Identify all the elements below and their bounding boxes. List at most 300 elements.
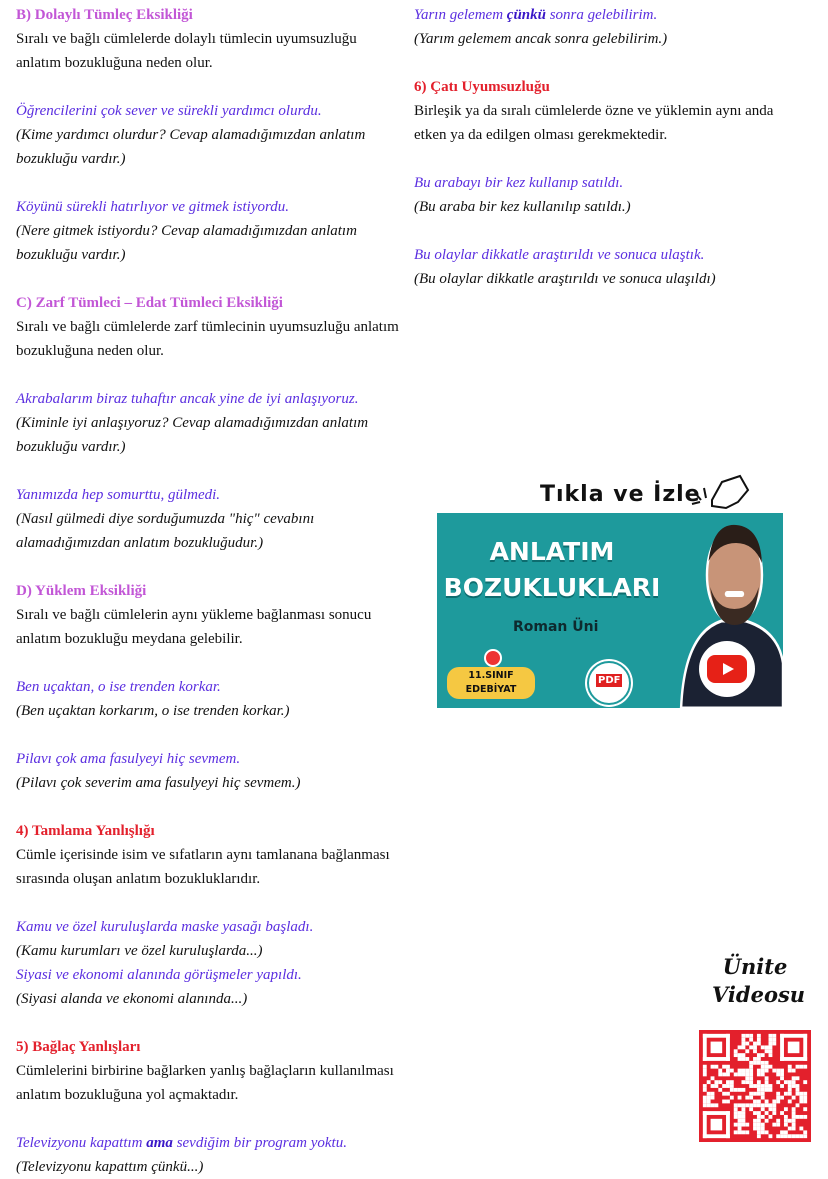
text-segment: alamadığımızdan anlatım bozukluğudur.)	[16, 535, 264, 551]
qr-module	[726, 1092, 730, 1096]
qr-module	[799, 1100, 803, 1104]
qr-module	[741, 1053, 745, 1057]
body-text	[16, 339, 416, 363]
qr-module	[711, 1076, 715, 1080]
qr-module	[780, 1084, 784, 1088]
qr-module	[803, 1065, 807, 1069]
qr-module	[753, 1049, 757, 1053]
qr-module	[745, 1072, 749, 1076]
text-segment: Kamu ve özel kuruluşlarda maske yasağı başladı.	[16, 919, 314, 935]
qr-module	[741, 1123, 745, 1127]
text-segment: Öğrencilerini çok sever ve sürekli yardımcı olurdu.	[16, 103, 322, 119]
text-segment: sırasında oluşan anlatım bozukluklarıdır.	[16, 871, 261, 887]
text-segment: Sıralı ve bağlı cümlelerin aynı yükleme bağlanması sonucu	[16, 607, 372, 623]
qr-module	[799, 1092, 803, 1096]
qr-module	[722, 1072, 726, 1076]
qr-module	[788, 1042, 800, 1054]
qr-module	[738, 1053, 742, 1057]
text-segment: Cümle içerisinde isim ve sıfatların aynı tamlanana bağlanması	[16, 847, 390, 863]
text-segment: (Kiminle iyi anlaşıyoruz? Cevap alamadığımızdan anlatım	[16, 415, 369, 431]
qr-module	[765, 1045, 769, 1049]
qr-module	[741, 1072, 745, 1076]
qr-module	[784, 1123, 788, 1127]
example-sentence	[414, 171, 814, 195]
qr-module	[722, 1084, 726, 1088]
qr-module	[749, 1076, 753, 1080]
text-segment: Bu olaylar dikkatle araştırıldı ve sonuca ulaştık.	[414, 247, 705, 263]
video-subtitle: Roman Üni	[513, 619, 599, 635]
qr-module	[765, 1103, 769, 1107]
qr-module	[757, 1084, 761, 1088]
qr-module	[714, 1080, 718, 1084]
qr-module	[745, 1042, 749, 1046]
qr-module	[745, 1123, 749, 1127]
qr-module	[703, 1072, 707, 1076]
qr-module	[776, 1100, 780, 1104]
qr-module	[741, 1057, 745, 1061]
qr-module	[780, 1076, 784, 1080]
qr-module	[765, 1049, 769, 1053]
youtube-play-button[interactable]	[699, 641, 755, 697]
qr-module	[765, 1065, 769, 1069]
example-sentence	[16, 915, 416, 939]
spacer	[16, 1107, 416, 1131]
spacer	[414, 219, 814, 243]
example-sentence	[16, 747, 416, 771]
example-sentence	[16, 387, 416, 411]
text-segment: Yanımızda hep somurttu, gülmedi.	[16, 487, 221, 503]
section-heading	[16, 819, 416, 843]
section-heading	[16, 1035, 416, 1059]
correction-text	[16, 243, 416, 267]
qr-module	[718, 1072, 722, 1076]
qr-module	[722, 1092, 726, 1096]
text-segment: (Ben uçaktan korkarım, o ise trenden korkar.)	[16, 703, 290, 719]
qr-module	[761, 1069, 765, 1073]
qr-module	[745, 1076, 749, 1080]
qr-module	[749, 1038, 753, 1042]
text-segment: Yarın gelemem	[414, 7, 507, 23]
qr-module	[796, 1065, 800, 1069]
qr-module	[765, 1076, 769, 1080]
unit-label-line1: Ünite	[722, 954, 788, 979]
badge-line2: EDEBİYAT	[465, 684, 517, 695]
qr-module	[772, 1069, 776, 1073]
qr-module	[749, 1065, 753, 1069]
qr-module	[776, 1080, 780, 1084]
text-segment: Sıralı ve bağlı cümlelerde dolaylı tümlecin uyumsuzluğu	[16, 31, 357, 47]
qr-module	[803, 1092, 807, 1096]
example-sentence	[414, 243, 814, 267]
qr-module	[757, 1134, 761, 1138]
spacer	[16, 891, 416, 915]
qr-module	[761, 1130, 765, 1134]
text-segment: Köyünü sürekli hatırlıyor ve gitmek istiyordu.	[16, 199, 290, 215]
text-segment: anlatım bozukluğuna yol açmaktadır.	[16, 1087, 239, 1103]
qr-module	[761, 1096, 765, 1100]
qr-module	[776, 1123, 780, 1127]
qr-module	[707, 1092, 711, 1096]
qr-module	[784, 1080, 788, 1084]
qr-module	[749, 1061, 753, 1065]
text-segment: Ben uçaktan, o ise trenden korkar.	[16, 679, 221, 695]
qr-module	[757, 1119, 761, 1123]
qr-module	[707, 1096, 711, 1100]
spacer	[414, 51, 814, 75]
qr-module	[757, 1038, 761, 1042]
text-segment: (Bu araba bir kez kullanılıp satıldı.)	[414, 199, 631, 215]
brand-logo-icon	[484, 649, 502, 667]
pdf-label: PDF	[598, 675, 621, 686]
qr-module	[711, 1096, 715, 1100]
qr-module	[722, 1065, 726, 1069]
qr-module	[711, 1103, 715, 1107]
qr-module	[707, 1100, 711, 1104]
qr-module	[726, 1100, 730, 1104]
qr-module	[730, 1069, 734, 1073]
qr-module	[757, 1053, 761, 1057]
correction-text	[16, 939, 416, 963]
spacer	[414, 147, 814, 171]
qr-module	[745, 1103, 749, 1107]
qr-module	[799, 1065, 803, 1069]
qr-module	[718, 1069, 722, 1073]
qr-module	[726, 1072, 730, 1076]
qr-module	[761, 1061, 765, 1065]
qr-module	[730, 1084, 734, 1088]
qr-module	[780, 1069, 784, 1073]
qr-module	[741, 1080, 745, 1084]
unit-video-label	[712, 953, 806, 1009]
example-sentence	[16, 483, 416, 507]
body-text	[16, 843, 416, 867]
qr-module	[776, 1119, 780, 1123]
qr-module	[745, 1069, 749, 1073]
qr-module	[734, 1115, 738, 1119]
qr-module	[738, 1130, 742, 1134]
qr-module	[784, 1107, 788, 1111]
qr-module	[753, 1045, 757, 1049]
qr-module	[738, 1096, 742, 1100]
qr-module	[741, 1069, 745, 1073]
qr-module	[792, 1069, 796, 1073]
qr-module	[803, 1107, 807, 1111]
qr-module	[788, 1080, 792, 1084]
qr-module	[769, 1045, 773, 1049]
qr-module	[718, 1088, 722, 1092]
spacer	[16, 75, 416, 99]
unit-label-line2: Videosu	[712, 982, 806, 1007]
qr-module	[765, 1061, 769, 1065]
qr-module	[769, 1107, 773, 1111]
qr-module	[788, 1119, 792, 1123]
qr-module	[769, 1103, 773, 1107]
text-segment: (Nasıl gülmedi diye sorduğumuzda "hiç" cevabını	[16, 511, 315, 527]
qr-module	[761, 1088, 765, 1092]
qr-module	[772, 1103, 776, 1107]
text-segment: C) Zarf Tümleci – Edat Tümleci Eksikliği	[16, 295, 283, 311]
qr-module	[741, 1115, 745, 1119]
qr-module	[741, 1107, 745, 1111]
qr-module	[738, 1103, 742, 1107]
qr-module	[757, 1072, 761, 1076]
qr-module	[765, 1080, 769, 1084]
qr-module	[703, 1134, 730, 1138]
qr-module	[738, 1088, 742, 1092]
qr-module	[784, 1115, 788, 1119]
correction-text	[16, 987, 416, 1011]
qr-module	[780, 1072, 784, 1076]
correction-text	[16, 771, 416, 795]
text-segment: sevdiğim bir program yoktu.	[172, 1135, 347, 1151]
qr-module	[796, 1092, 800, 1096]
body-text	[16, 51, 416, 75]
text-segment: sonra gelebilirim.	[545, 7, 658, 23]
qr-module	[703, 1057, 730, 1061]
qr-module	[765, 1100, 769, 1104]
qr-module	[757, 1123, 761, 1127]
text-segment: 5) Bağlaç Yanlışları	[16, 1039, 141, 1055]
qr-module	[741, 1103, 745, 1107]
video-thumbnail[interactable]	[437, 513, 783, 708]
qr-module	[753, 1084, 757, 1088]
qr-module	[761, 1115, 765, 1119]
qr-module	[734, 1130, 738, 1134]
text-segment: (Pilavı çok severim ama fasulyeyi hiç sevmem.)	[16, 775, 301, 791]
qr-module	[714, 1103, 718, 1107]
qr-module	[799, 1096, 803, 1100]
correction-text	[16, 531, 416, 555]
qr-module	[780, 1096, 784, 1100]
qr-module	[703, 1084, 707, 1088]
qr-module	[765, 1130, 769, 1134]
spacer	[16, 363, 416, 387]
qr-module	[765, 1111, 769, 1115]
qr-module	[780, 1057, 807, 1061]
qr-module	[738, 1045, 742, 1049]
qr-module	[761, 1103, 765, 1107]
correction-text	[414, 267, 814, 291]
qr-module	[749, 1084, 753, 1088]
qr-module	[784, 1119, 788, 1123]
text-segment: (Siyasi alanda ve ekonomi alanında...)	[16, 991, 248, 1007]
qr-module	[738, 1127, 742, 1131]
qr-module	[753, 1123, 757, 1127]
qr-module	[788, 1127, 792, 1131]
qr-module	[803, 1100, 807, 1104]
text-segment: 6) Çatı Uyumsuzluğu	[414, 79, 550, 95]
qr-module	[745, 1049, 749, 1053]
spacer	[16, 1011, 416, 1035]
qr-module	[749, 1092, 753, 1096]
qr-module	[741, 1130, 745, 1134]
qr-module	[734, 1072, 738, 1076]
qr-module	[776, 1069, 780, 1073]
qr-module	[780, 1111, 784, 1115]
spacer	[16, 171, 416, 195]
qr-module	[769, 1038, 773, 1042]
qr-module	[703, 1065, 707, 1069]
correction-text	[16, 411, 416, 435]
qr-module	[711, 1065, 715, 1069]
qr-module	[776, 1072, 780, 1076]
qr-module	[753, 1042, 757, 1046]
qr-module	[738, 1057, 742, 1061]
text-segment: B) Dolaylı Tümleç Eksikliği	[16, 7, 193, 23]
correction-text	[414, 27, 814, 51]
qr-module	[753, 1103, 757, 1107]
qr-module	[741, 1111, 745, 1115]
qr-module	[718, 1080, 722, 1084]
qr-module	[726, 1034, 730, 1061]
qr-module	[734, 1053, 738, 1057]
qr-module	[738, 1072, 742, 1076]
qr-module	[769, 1053, 773, 1057]
qr-module	[792, 1134, 796, 1138]
qr-module	[745, 1130, 749, 1134]
qr-module	[765, 1088, 769, 1092]
qr-module	[784, 1092, 788, 1096]
text-segment: bozukluğu vardır.)	[16, 439, 126, 455]
qr-module	[753, 1092, 757, 1096]
example-sentence	[16, 675, 416, 699]
text-segment: bozukluğu vardır.)	[16, 247, 126, 263]
qr-module	[749, 1107, 753, 1111]
qr-module	[803, 1034, 807, 1061]
qr-module	[772, 1123, 776, 1127]
qr-module	[788, 1065, 792, 1069]
text-segment: D) Yüklem Eksikliği	[16, 583, 147, 599]
qr-module	[757, 1100, 761, 1104]
qr-module	[738, 1111, 742, 1115]
qr-module	[714, 1065, 718, 1069]
example-sentence	[16, 1131, 416, 1155]
qr-module	[753, 1119, 757, 1123]
qr-module	[761, 1084, 765, 1088]
text-segment: (Bu olaylar dikkatle araştırıldı ve sonuca ulaşıldı)	[414, 271, 716, 287]
example-sentence	[16, 195, 416, 219]
qr-module	[757, 1115, 761, 1119]
text-segment: (Kime yardımcı olurdur? Cevap alamadığımızdan anlatım	[16, 127, 366, 143]
qr-code[interactable]	[699, 1030, 811, 1142]
spacer	[16, 723, 416, 747]
text-segment: (Nere gitmek istiyordu? Cevap alamadığımızdan anlatım	[16, 223, 357, 239]
qr-module	[745, 1096, 749, 1100]
qr-module	[711, 1092, 715, 1096]
qr-module	[765, 1084, 769, 1088]
qr-module	[757, 1092, 761, 1096]
qr-module	[761, 1065, 765, 1069]
qr-module	[761, 1107, 765, 1111]
qr-module	[714, 1084, 718, 1088]
qr-module	[772, 1034, 776, 1038]
section-heading	[16, 3, 416, 27]
qr-module	[792, 1123, 796, 1127]
text-segment: (Yarım gelemem ancak sonra gelebilirim.)	[414, 31, 668, 47]
youtube-play-icon	[707, 655, 747, 683]
qr-module	[749, 1096, 753, 1100]
qr-module	[734, 1049, 738, 1053]
qr-module	[788, 1134, 792, 1138]
correction-text	[16, 507, 416, 531]
qr-module	[796, 1115, 800, 1119]
qr-module	[796, 1084, 800, 1088]
qr-module	[711, 1042, 723, 1054]
qr-module	[792, 1127, 796, 1131]
qr-module	[734, 1123, 738, 1127]
qr-module	[776, 1134, 780, 1138]
qr-module	[730, 1088, 734, 1092]
qr-module	[734, 1107, 738, 1111]
text-segment: 4) Tamlama Yanlışlığı	[16, 823, 155, 839]
qr-module	[788, 1084, 792, 1088]
qr-module	[761, 1123, 765, 1127]
text-segment: Pilavı çok ama fasulyeyi hiç sevmem.	[16, 751, 241, 767]
qr-module	[788, 1100, 792, 1104]
qr-module	[765, 1119, 769, 1123]
qr-module	[799, 1127, 803, 1131]
text-segment: Birleşik ya da sıralı cümlelerde özne ve yüklemin aynı anda	[414, 103, 774, 119]
qr-module	[769, 1049, 773, 1053]
emphasized-word: çünkü	[506, 7, 546, 23]
qr-module	[707, 1103, 711, 1107]
text-segment: bozukluğuna neden olur.	[16, 343, 164, 359]
emphasized-word: ama	[146, 1135, 173, 1151]
qr-module	[769, 1065, 773, 1069]
qr-module	[726, 1111, 730, 1138]
text-segment: (Kamu kurumları ve özel kuruluşlarda...)	[16, 943, 263, 959]
qr-module	[741, 1042, 745, 1046]
text-segment: Bu arabayı bir kez kullanıp satıldı.	[414, 175, 624, 191]
correction-text	[16, 699, 416, 723]
qr-module	[772, 1042, 776, 1046]
body-text	[16, 27, 416, 51]
qr-module	[749, 1072, 753, 1076]
qr-module	[726, 1080, 730, 1084]
badge-line1: 11.SINIF	[468, 670, 514, 681]
video-title-line1: ANLATIM	[489, 537, 615, 566]
qr-module	[703, 1100, 707, 1104]
body-text	[16, 1059, 416, 1083]
qr-module	[803, 1134, 807, 1138]
qr-module	[803, 1080, 807, 1084]
section-heading	[414, 75, 814, 99]
qr-module	[703, 1034, 730, 1038]
qr-module	[753, 1127, 757, 1131]
qr-module	[792, 1096, 796, 1100]
text-segment: (Televizyonu kapattım çünkü...)	[16, 1159, 204, 1175]
qr-module	[734, 1111, 738, 1115]
qr-module	[726, 1069, 730, 1073]
qr-module	[799, 1134, 803, 1138]
qr-module	[741, 1088, 745, 1092]
qr-module	[776, 1096, 780, 1100]
qr-module	[761, 1127, 765, 1131]
spacer	[16, 459, 416, 483]
qr-module	[761, 1053, 765, 1057]
qr-module	[769, 1034, 773, 1038]
spacer	[16, 267, 416, 291]
qr-module	[741, 1119, 745, 1123]
qr-module	[796, 1088, 800, 1092]
spacer	[16, 651, 416, 675]
right-column	[414, 3, 814, 291]
text-segment: Siyasi ve ekonomi alanında görüşmeler yapıldı.	[16, 967, 302, 983]
qr-module	[803, 1130, 807, 1134]
qr-module	[780, 1034, 784, 1061]
qr-module	[749, 1103, 753, 1107]
body-text	[16, 603, 416, 627]
